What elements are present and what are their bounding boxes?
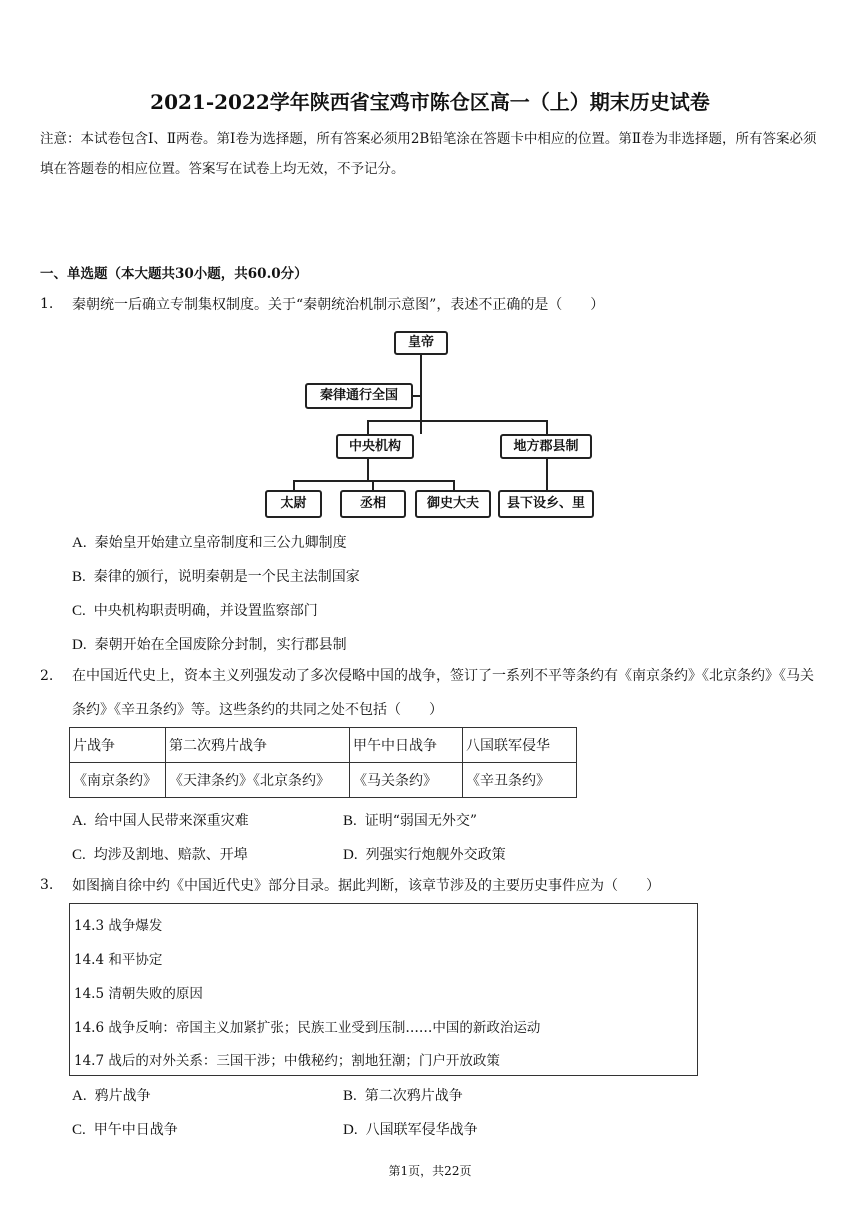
exam-notice: 注意：本试卷包含Ⅰ、Ⅱ两卷。第Ⅰ卷为选择题，所有答案必须用2B铅笔涂在答题卡中相应的位置。第Ⅱ卷为非选择题，所有答案必须填在答题卷的相应位置。答案写在试卷上均无效，不予记分。 bbox=[40, 131, 817, 177]
node-chengxiang: 丞相 bbox=[340, 490, 406, 518]
option-text: 秦律的颁行，说明秦朝是一个民主法制国家 bbox=[93, 569, 360, 585]
option-key: A. bbox=[72, 535, 87, 551]
option-text: 秦朝开始在全国废除分封制，实行郡县制 bbox=[94, 637, 347, 653]
option-key: C. bbox=[72, 1122, 86, 1138]
q2-option-d[interactable] bbox=[343, 844, 506, 864]
treaty-table bbox=[69, 727, 577, 798]
option-key: B. bbox=[343, 1088, 357, 1104]
q2-option-b[interactable] bbox=[343, 810, 477, 830]
option-text: 秦始皇开始建立皇帝制度和三公九卿制度 bbox=[94, 535, 347, 551]
question-1-number: 1. bbox=[40, 296, 54, 312]
q3-option-d[interactable] bbox=[343, 1119, 478, 1139]
question-3-text: 如图摘自徐中约《中国近代史》部分目录。据此判断，该章节涉及的主要历史事件应为（ ） bbox=[72, 878, 660, 894]
option-key: D. bbox=[343, 847, 358, 863]
node-yushi-dafu: 御史大夫 bbox=[415, 490, 491, 518]
option-text: 证明“弱国无外交” bbox=[364, 813, 478, 829]
option-text: 给中国人民带来深重灾难 bbox=[94, 813, 249, 829]
table-row bbox=[70, 728, 577, 763]
table-cell: 甲午中日战争 bbox=[350, 728, 463, 763]
option-key: C. bbox=[72, 847, 86, 863]
node-emperor: 皇帝 bbox=[394, 331, 448, 355]
table-cell: 八国联军侵华 bbox=[463, 728, 577, 763]
table-cell: 《南京条约》 bbox=[70, 763, 166, 798]
toc-line: 14.6 战争反响：帝国主义加紧扩张；民族工业受到压制……中国的新政治运动 bbox=[74, 1020, 541, 1036]
table-cell: 《辛丑条约》 bbox=[463, 763, 577, 798]
q1-option-d[interactable] bbox=[72, 634, 347, 654]
exam-title: 2021-2022学年陕西省宝鸡市陈仓区高一（上）期末历史试卷 bbox=[150, 90, 710, 114]
node-qin-law: 秦律通行全国 bbox=[305, 383, 413, 409]
q3-option-b[interactable] bbox=[343, 1085, 463, 1105]
toc-line: 14.3 战争爆发 bbox=[74, 918, 163, 934]
option-key: B. bbox=[343, 813, 357, 829]
toc-line: 14.7 战后的对外关系：三国干涉；中俄秘约；割地狂潮；门户开放政策 bbox=[74, 1053, 500, 1069]
question-2-number: 2. bbox=[40, 668, 54, 684]
option-key: D. bbox=[343, 1122, 358, 1138]
q2-option-c[interactable] bbox=[72, 844, 248, 864]
option-text: 均涉及割地、赔款、开埠 bbox=[93, 847, 248, 863]
toc-line: 14.5 清朝失败的原因 bbox=[74, 986, 203, 1002]
table-cell: 第二次鸦片战争 bbox=[166, 728, 350, 763]
q2-option-a[interactable] bbox=[72, 810, 249, 830]
q3-option-c[interactable] bbox=[72, 1119, 178, 1139]
table-row bbox=[70, 763, 577, 798]
option-text: 鸦片战争 bbox=[94, 1088, 151, 1104]
q1-option-a[interactable] bbox=[72, 532, 347, 552]
node-taiwei: 太尉 bbox=[265, 490, 322, 518]
q1-option-c[interactable] bbox=[72, 600, 318, 620]
table-cell: 片战争 bbox=[70, 728, 166, 763]
option-text: 八国联军侵华战争 bbox=[365, 1122, 478, 1138]
table-cell: 《马关条约》 bbox=[350, 763, 463, 798]
option-key: D. bbox=[72, 637, 87, 653]
option-text: 第二次鸦片战争 bbox=[364, 1088, 463, 1104]
option-key: B. bbox=[72, 569, 86, 585]
q3-option-a[interactable] bbox=[72, 1085, 151, 1105]
option-text: 列强实行炮舰外交政策 bbox=[365, 847, 506, 863]
page-footer: 第1页，共22页 bbox=[388, 1164, 472, 1178]
option-text: 甲午中日战争 bbox=[93, 1122, 178, 1138]
option-key: C. bbox=[72, 603, 86, 619]
option-key: A. bbox=[72, 813, 87, 829]
question-1-text: 秦朝统一后确立专制集权制度。关于“秦朝统治机制示意图”，表述不正确的是（ ） bbox=[72, 297, 605, 313]
question-2-text: 在中国近代史上，资本主义列强发动了多次侵略中国的战争，签订了一系列不平等条约有《南京条约》《北京条约》《马关条约》《辛丑条约》等。这些条约的共同之处不包括（ ） bbox=[72, 668, 814, 718]
toc-line: 14.4 和平协定 bbox=[74, 952, 163, 968]
node-local-county-system: 地方郡县制 bbox=[500, 434, 592, 459]
question-3-number: 3. bbox=[40, 877, 54, 893]
section-heading: 一、单选题（本大题共30小题，共60.0分） bbox=[40, 266, 308, 282]
node-township-village: 县下设乡、里 bbox=[498, 490, 594, 518]
q1-option-b[interactable] bbox=[72, 566, 360, 586]
option-text: 中央机构职责明确，并设置监察部门 bbox=[93, 603, 318, 619]
option-key: A. bbox=[72, 1088, 87, 1104]
book-contents-excerpt bbox=[69, 903, 698, 1076]
node-central-agencies: 中央机构 bbox=[336, 434, 414, 459]
table-cell: 《天津条约》《北京条约》 bbox=[166, 763, 350, 798]
